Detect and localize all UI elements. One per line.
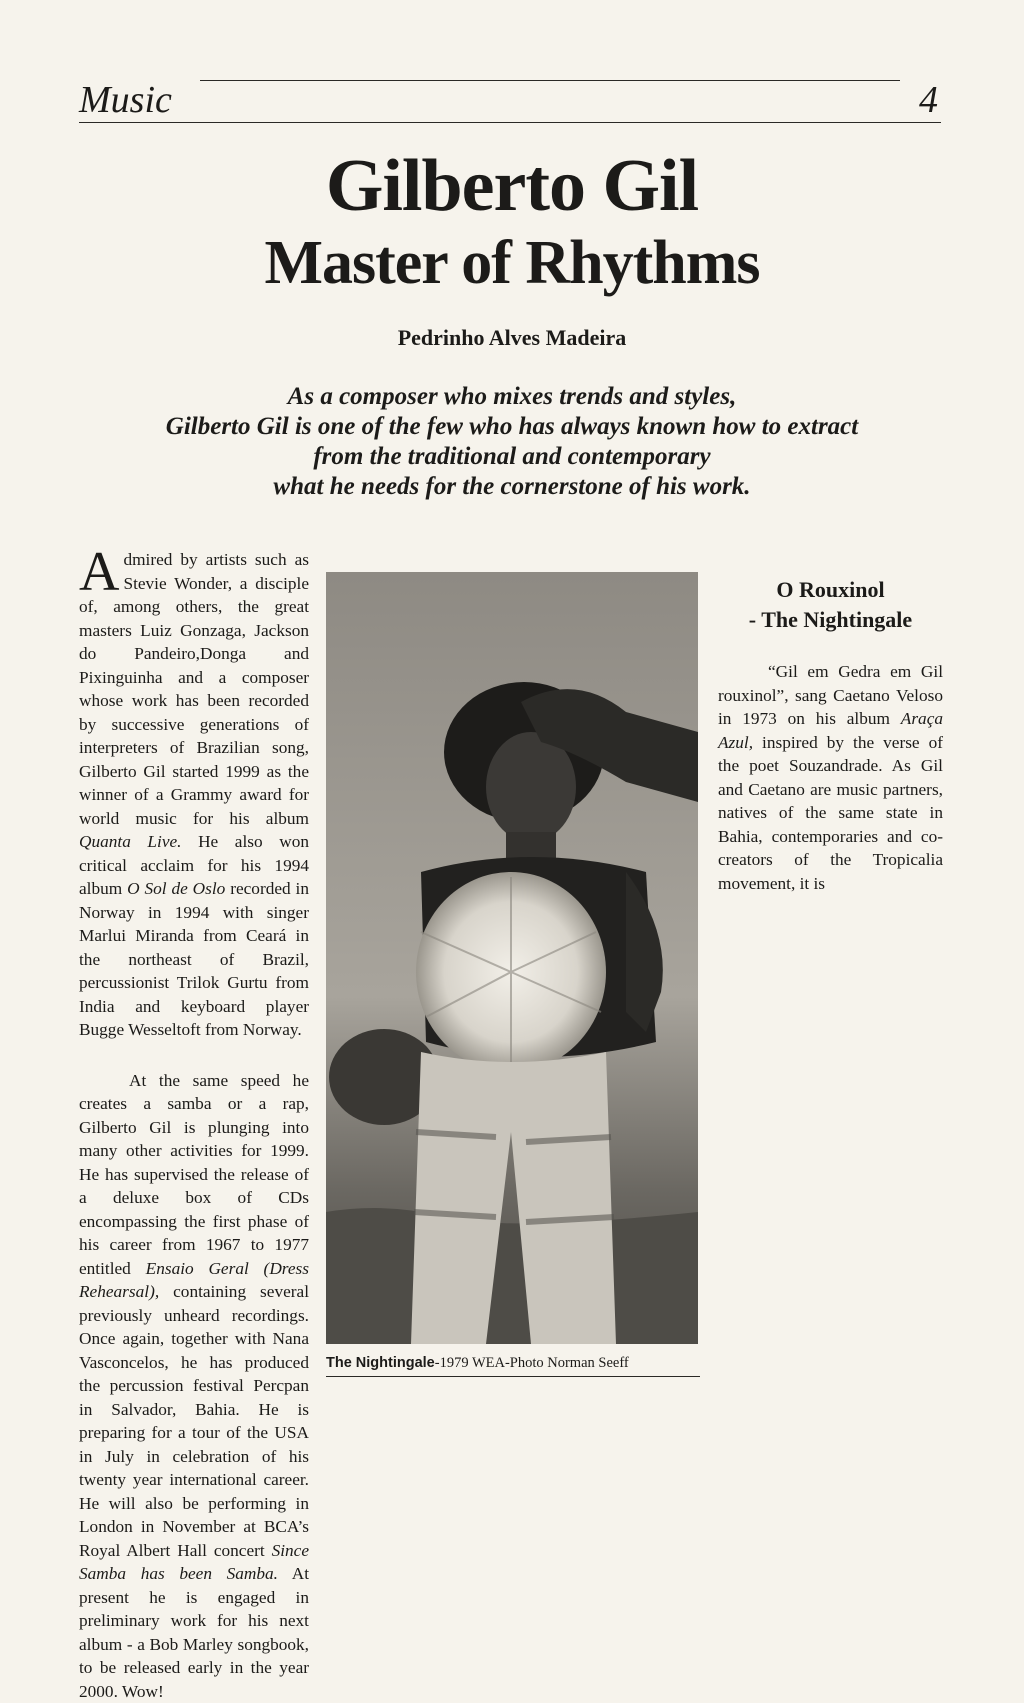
body-paragraph [79,548,309,1042]
album-title: Araça Azul, [718,709,943,752]
article-subtitle: Master of Rhythms [0,227,1024,299]
deck-line: from the traditional and contemporary [80,442,944,472]
body-text: containing several previously unheard recordings. Once again, together with Nana Vasconcelos, he has produced the percussion festival Percpan in Salvador, Bahia. He is preparing for a tour of the USA in July in celebration of his twenty year international career. He will also be performing in London in November at BCA’s Royal Albert Hall concert [79,1282,309,1560]
deck-line: what he needs for the cornerstone of his work. [80,472,944,502]
album-title: O Sol de Oslo [127,879,225,898]
caption-credit: -1979 WEA-Photo Norman Seeff [435,1355,629,1371]
article-photo [326,572,698,1344]
deck-line: As a composer who mixes trends and styles, [80,382,944,412]
section-label: Music [79,78,172,122]
header-rule-top [200,80,900,81]
page-number: 4 [919,78,938,122]
body-paragraph [718,660,943,895]
photo-caption [326,1354,704,1372]
body-text: inspired by the verse of the poet Souzandrade. As Gil and Caetano are music partners, natives of the same state in Bahia, contemporaries and co-creators of the Tropicalia movement, it is [718,733,943,893]
body-text: recorded in Norway in 1994 with singer Marlui Miranda from Ceará in the northeast of Brazil, percussionist Trilok Gurtu from India and keyboard player Bugge Wesseltoft from Norway. [79,879,309,1039]
body-text: He also won critical acclaim for his 1994 album [79,832,309,898]
body-text: At present he is engaged in preliminary work for his next album - a Bob Marley songbook, to be released early in the year 2000. Wow! [79,1564,309,1701]
subhead-line: O Rouxinol [718,575,943,605]
album-title: Quanta Live. [79,832,182,851]
article-title: Gilberto Gil [0,143,1024,229]
concert-title: Since Samba has been Samba. [79,1541,309,1584]
body-text: “Gil em Gedra em Gil rouxinol”, sang Caetano Veloso in 1973 on his album [718,662,943,728]
drop-cap: A [79,550,123,594]
deck-line: Gilberto Gil is one of the few who has always known how to extract [80,412,944,442]
musician-photo-illustration [326,572,698,1344]
body-text: At the same speed he creates a samba or a rap, Gilberto Gil is plunging into many other activities for 1999. He has supervised the release of a deluxe box of CDs encompassing the first phase of his career from 1967 to 1977 entitled [79,1071,309,1278]
caption-rule [326,1376,700,1377]
album-title: Ensaio Geral (Dress Rehearsal), [79,1259,309,1302]
section-subhead [718,575,943,635]
caption-title: The Nightingale [326,1355,435,1371]
body-paragraph [79,1069,309,1703]
text-column-left [79,548,309,1703]
header-rule-bottom [79,122,941,123]
text-column-right [718,548,943,895]
article-deck [80,382,944,502]
author-byline: Pedrinho Alves Madeira [0,324,1024,352]
subhead-line: - The Nightingale [718,605,943,635]
body-text: dmired by artists such as Stevie Wonder, a disciple of, among others, the great masters Luiz Gonzaga, Jackson do Pandeiro,Donga and Pixinguinha and a composer whose work has been recorded by successive generations of interpreters of Brazilian song, Gilberto Gil started 1999 as the winner of a Grammy award for world music for his album [79,550,309,828]
